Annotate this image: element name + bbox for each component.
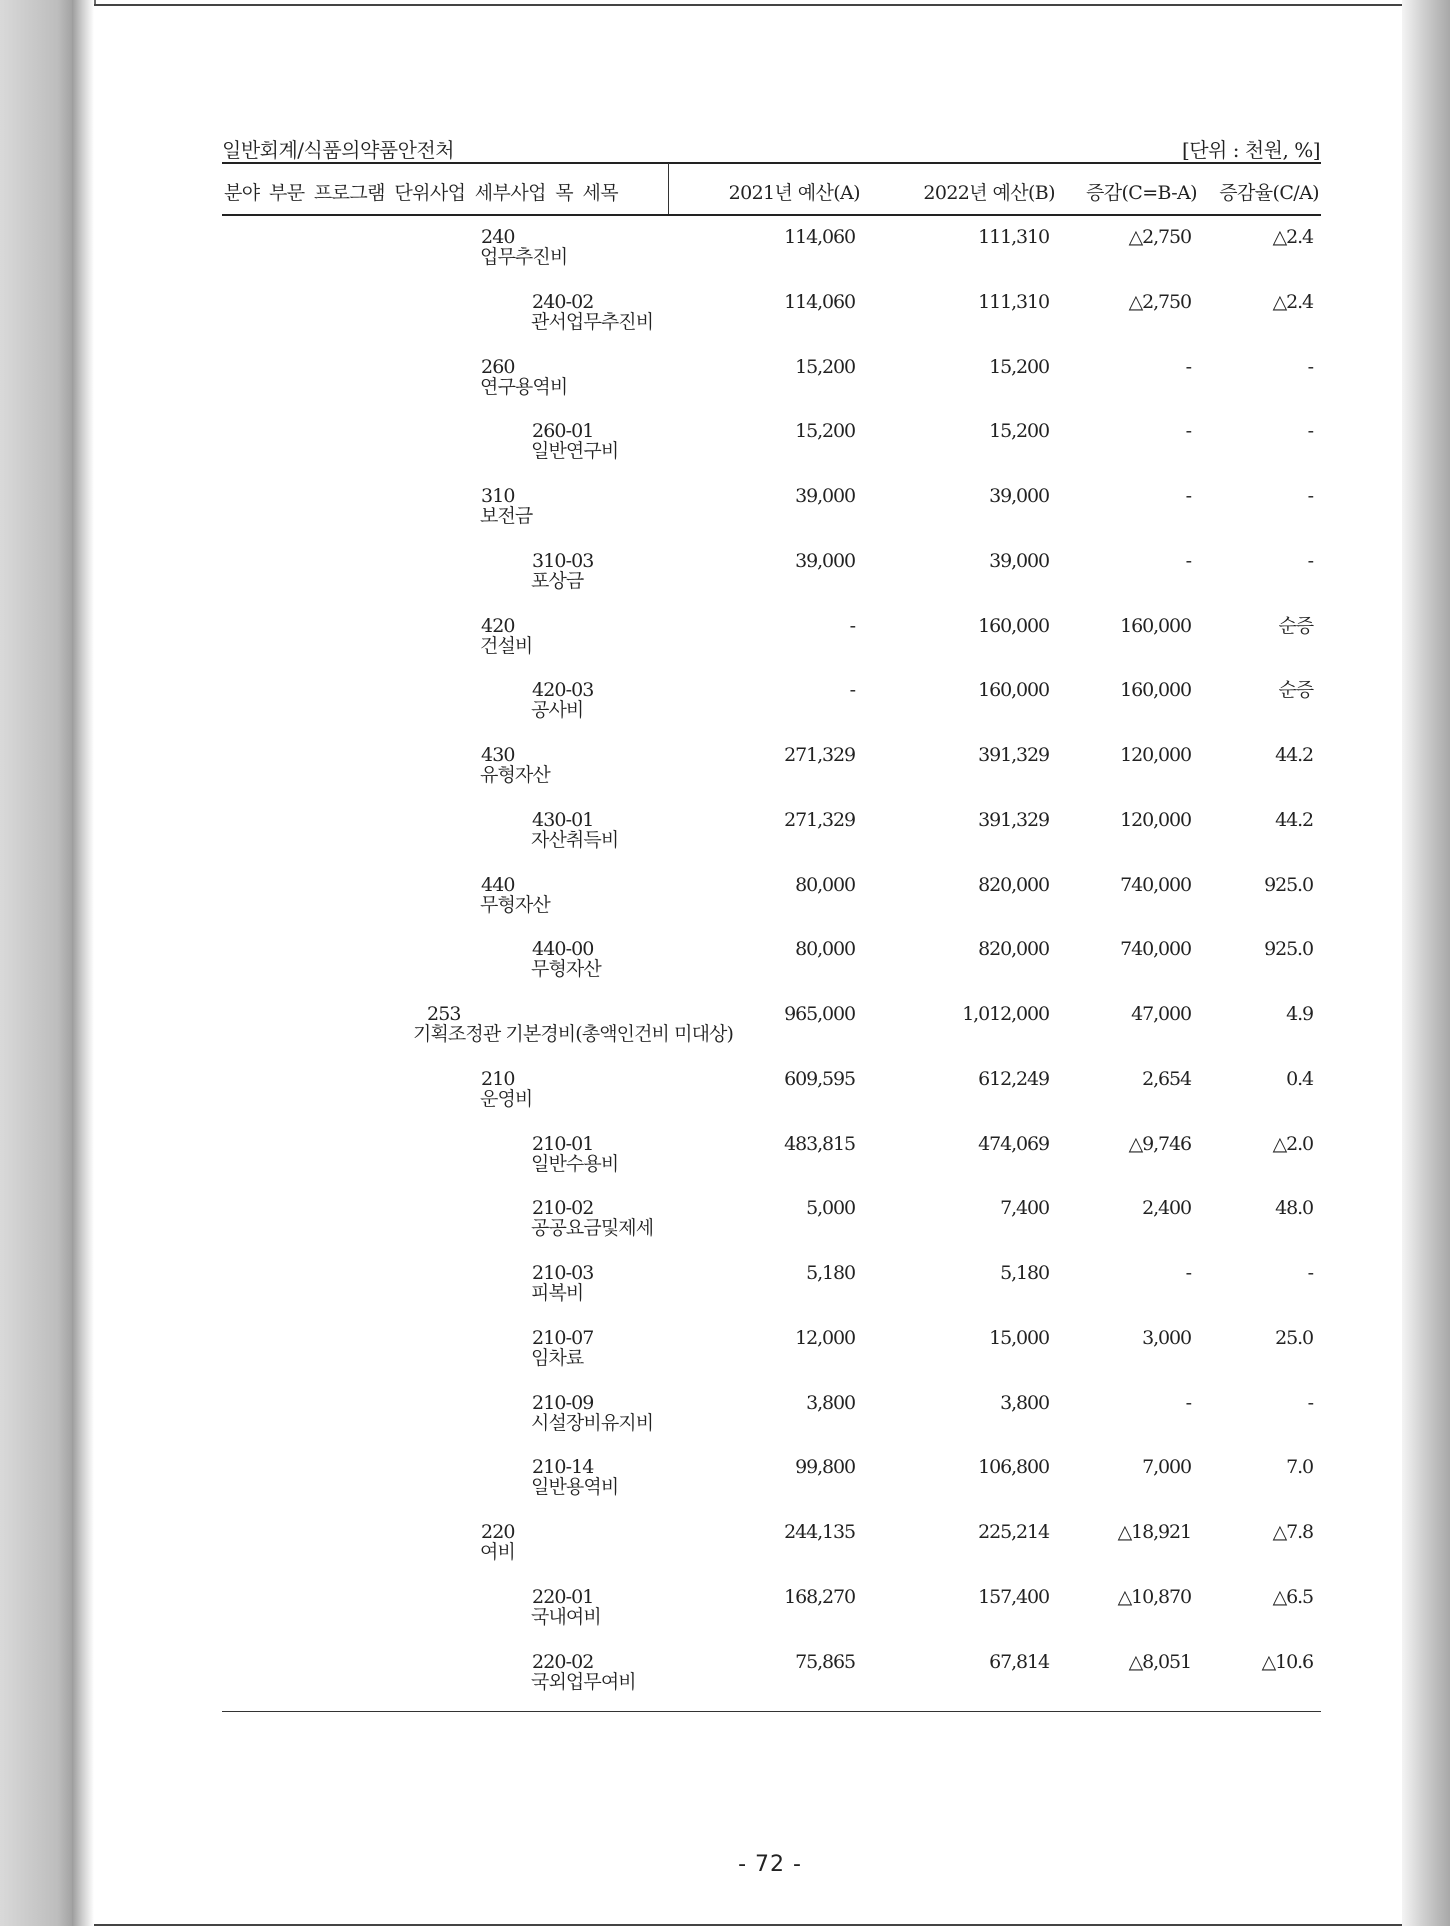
table-row bbox=[0, 810, 1450, 870]
cell-2021-budget: 75,865 bbox=[795, 1650, 855, 1673]
row-name: 일반연구비 bbox=[531, 440, 619, 463]
table-row bbox=[0, 1652, 1450, 1712]
cell-2022-budget: 39,000 bbox=[989, 549, 1049, 572]
cell-change: - bbox=[1185, 1391, 1191, 1414]
page-number: - 72 - bbox=[738, 1852, 802, 1877]
cell-2022-budget: 5,180 bbox=[1000, 1262, 1049, 1284]
row-code: 310 bbox=[481, 485, 515, 507]
row-code: 210-01 bbox=[532, 1132, 594, 1155]
cell-change: △18,921 bbox=[1117, 1521, 1191, 1543]
cell-2022-budget: 612,249 bbox=[978, 1067, 1049, 1090]
cell-change: 740,000 bbox=[1120, 873, 1191, 896]
cell-2021-budget: 114,060 bbox=[784, 226, 855, 248]
table-row bbox=[0, 227, 1450, 287]
table-header-rule bbox=[222, 214, 1321, 216]
row-code: 440-00 bbox=[532, 938, 594, 961]
cell-change: △9,746 bbox=[1128, 1132, 1191, 1155]
row-code: 220-02 bbox=[532, 1650, 594, 1673]
cell-change-rate: △2.4 bbox=[1272, 226, 1313, 248]
row-code: 220-01 bbox=[532, 1585, 594, 1608]
table-row bbox=[0, 1134, 1450, 1194]
cell-2021-budget: 114,060 bbox=[784, 290, 855, 313]
cell-2021-budget: 39,000 bbox=[795, 549, 855, 572]
table-row bbox=[0, 1328, 1450, 1388]
row-name: 건설비 bbox=[480, 634, 533, 657]
cell-2022-budget: 820,000 bbox=[978, 873, 1049, 896]
table-row bbox=[0, 421, 1450, 481]
cell-2021-budget: 80,000 bbox=[795, 938, 855, 961]
row-name: 일반수용비 bbox=[531, 1152, 619, 1175]
cell-change-rate: 48.0 bbox=[1275, 1197, 1313, 1220]
cell-2022-budget: 15,200 bbox=[989, 355, 1049, 378]
row-name: 공공요금및제세 bbox=[531, 1217, 654, 1240]
row-name: 포상금 bbox=[531, 569, 584, 592]
cell-2022-budget: 1,012,000 bbox=[962, 1003, 1049, 1025]
cell-2021-budget: 244,135 bbox=[784, 1521, 855, 1543]
table-row bbox=[0, 1393, 1450, 1453]
cell-2021-budget: - bbox=[849, 614, 855, 637]
row-name: 연구용역비 bbox=[480, 375, 568, 398]
table-row bbox=[0, 745, 1450, 805]
row-name: 업무추진비 bbox=[480, 246, 568, 268]
row-name: 유형자산 bbox=[480, 764, 550, 786]
table-row bbox=[0, 1004, 1450, 1064]
row-name: 자산취득비 bbox=[531, 828, 619, 851]
cell-change: - bbox=[1185, 549, 1191, 572]
cell-change-rate: 925.0 bbox=[1264, 873, 1313, 896]
cell-2022-budget: 820,000 bbox=[978, 938, 1049, 961]
row-name: 보전금 bbox=[480, 505, 533, 527]
table-row bbox=[0, 875, 1450, 935]
cell-2022-budget: 225,214 bbox=[978, 1521, 1049, 1543]
table-row bbox=[0, 1587, 1450, 1647]
row-name: 관서업무추진비 bbox=[531, 310, 654, 333]
table-row bbox=[0, 1522, 1450, 1582]
cell-change: 160,000 bbox=[1120, 679, 1191, 702]
row-name: 피복비 bbox=[531, 1282, 584, 1304]
cell-2022-budget: 391,329 bbox=[978, 744, 1049, 766]
cell-change: - bbox=[1185, 485, 1191, 507]
cell-change-rate: 4.9 bbox=[1286, 1003, 1313, 1025]
cell-change: 120,000 bbox=[1120, 744, 1191, 766]
cell-change: 120,000 bbox=[1120, 808, 1191, 831]
cell-change-rate: △2.4 bbox=[1272, 290, 1313, 313]
row-code: 420-03 bbox=[532, 679, 594, 702]
table-row bbox=[0, 357, 1450, 417]
cell-2022-budget: 160,000 bbox=[978, 679, 1049, 702]
cell-change: △2,750 bbox=[1128, 226, 1191, 248]
cell-change-rate: △10.6 bbox=[1261, 1650, 1313, 1673]
cell-change: △8,051 bbox=[1128, 1650, 1191, 1673]
row-code: 310-03 bbox=[532, 549, 594, 572]
cell-2021-budget: 271,329 bbox=[784, 808, 855, 831]
table-row bbox=[0, 292, 1450, 352]
cell-2022-budget: 391,329 bbox=[978, 808, 1049, 831]
cell-2021-budget: 3,800 bbox=[806, 1391, 855, 1414]
row-name: 무형자산 bbox=[531, 958, 601, 981]
column-header-change: 증감(C=B-A) bbox=[1085, 182, 1197, 204]
column-header-change-rate: 증감율(C/A) bbox=[1219, 182, 1319, 204]
unit-label: [단위 : 천원, %] bbox=[1181, 138, 1320, 162]
cell-2022-budget: 67,814 bbox=[989, 1650, 1049, 1673]
row-code: 210-02 bbox=[532, 1197, 594, 1220]
cell-change: 7,000 bbox=[1142, 1456, 1191, 1479]
cell-2021-budget: 99,800 bbox=[795, 1456, 855, 1479]
table-row bbox=[0, 939, 1450, 999]
cell-2021-budget: 15,200 bbox=[795, 420, 855, 443]
cell-change-rate: - bbox=[1307, 549, 1313, 572]
column-header-2021-budget: 2021년 예산(A) bbox=[728, 182, 860, 204]
cell-change: - bbox=[1185, 1262, 1191, 1284]
row-name: 기획조정관 기본경비(총액인건비 미대상) bbox=[413, 1023, 734, 1045]
row-name: 임차료 bbox=[531, 1346, 584, 1369]
cell-change-rate: - bbox=[1307, 1391, 1313, 1414]
cell-change: △2,750 bbox=[1128, 290, 1191, 313]
cell-2021-budget: 271,329 bbox=[784, 744, 855, 766]
cell-2021-budget: 15,200 bbox=[795, 355, 855, 378]
row-code: 260-01 bbox=[532, 420, 594, 443]
cell-change-rate: 순증 bbox=[1278, 679, 1313, 702]
row-code: 210-07 bbox=[532, 1326, 594, 1349]
table-row bbox=[0, 1263, 1450, 1323]
table-top-rule bbox=[222, 162, 1321, 164]
cell-change-rate: 25.0 bbox=[1275, 1326, 1313, 1349]
cell-2021-budget: 965,000 bbox=[784, 1003, 855, 1025]
cell-change-rate: - bbox=[1307, 1262, 1313, 1284]
row-code: 240 bbox=[481, 226, 515, 248]
cell-2022-budget: 39,000 bbox=[989, 485, 1049, 507]
cell-2022-budget: 106,800 bbox=[978, 1456, 1049, 1479]
cell-change: 47,000 bbox=[1131, 1003, 1191, 1025]
cell-2022-budget: 15,200 bbox=[989, 420, 1049, 443]
cell-2022-budget: 7,400 bbox=[1000, 1197, 1049, 1220]
cell-2022-budget: 157,400 bbox=[978, 1585, 1049, 1608]
table-row bbox=[0, 616, 1450, 676]
document-section-title: 일반회계/식품의약품안전처 bbox=[222, 138, 455, 162]
row-code: 430-01 bbox=[532, 808, 594, 831]
cell-2021-budget: - bbox=[849, 679, 855, 702]
cell-change-rate: △7.8 bbox=[1272, 1521, 1313, 1543]
row-code: 420 bbox=[481, 614, 515, 637]
table-row bbox=[0, 1069, 1450, 1129]
cell-2021-budget: 80,000 bbox=[795, 873, 855, 896]
row-name: 공사비 bbox=[531, 699, 584, 722]
cell-2021-budget: 5,180 bbox=[806, 1262, 855, 1284]
row-code: 253 bbox=[427, 1003, 461, 1025]
cell-change: - bbox=[1185, 355, 1191, 378]
cell-change: 2,400 bbox=[1142, 1197, 1191, 1220]
cell-2022-budget: 3,800 bbox=[1000, 1391, 1049, 1414]
table-row bbox=[0, 1457, 1450, 1517]
cell-2021-budget: 168,270 bbox=[784, 1585, 855, 1608]
cell-2022-budget: 111,310 bbox=[978, 226, 1049, 248]
cell-2021-budget: 5,000 bbox=[806, 1197, 855, 1220]
row-code: 220 bbox=[481, 1521, 515, 1543]
cell-change-rate: △2.0 bbox=[1272, 1132, 1313, 1155]
column-header-classification: 분야 부문 프로그램 단위사업 세부사업 목 세목 bbox=[224, 182, 618, 204]
row-code: 430 bbox=[481, 744, 515, 766]
table-row bbox=[0, 1198, 1450, 1258]
cell-change-rate: - bbox=[1307, 485, 1313, 507]
row-code: 210-09 bbox=[532, 1391, 594, 1414]
cell-2022-budget: 15,000 bbox=[989, 1326, 1049, 1349]
cell-change: 2,654 bbox=[1142, 1067, 1191, 1090]
table-bottom-rule bbox=[222, 1711, 1321, 1712]
cell-2022-budget: 160,000 bbox=[978, 614, 1049, 637]
row-code: 240-02 bbox=[532, 290, 594, 313]
cell-change-rate: 925.0 bbox=[1264, 938, 1313, 961]
cell-2022-budget: 111,310 bbox=[978, 290, 1049, 313]
cell-change: - bbox=[1185, 420, 1191, 443]
row-code: 440 bbox=[481, 873, 515, 896]
table-row bbox=[0, 680, 1450, 740]
header-column-divider bbox=[668, 163, 669, 214]
cell-2021-budget: 39,000 bbox=[795, 485, 855, 507]
row-code: 260 bbox=[481, 355, 515, 378]
cell-2021-budget: 609,595 bbox=[784, 1067, 855, 1090]
cell-change-rate: 7.0 bbox=[1286, 1456, 1313, 1479]
cell-2021-budget: 12,000 bbox=[795, 1326, 855, 1349]
row-name: 여비 bbox=[480, 1541, 515, 1563]
cell-change-rate: - bbox=[1307, 420, 1313, 443]
cell-2022-budget: 474,069 bbox=[978, 1132, 1049, 1155]
column-header-2022-budget: 2022년 예산(B) bbox=[923, 182, 1055, 204]
row-code: 210 bbox=[481, 1067, 515, 1090]
table-row bbox=[0, 486, 1450, 546]
cell-change-rate: 44.2 bbox=[1275, 744, 1313, 766]
cell-change-rate: 44.2 bbox=[1275, 808, 1313, 831]
cell-change: 3,000 bbox=[1142, 1326, 1191, 1349]
cell-change-rate: 0.4 bbox=[1286, 1067, 1313, 1090]
row-name: 운영비 bbox=[480, 1087, 533, 1110]
cell-change: 740,000 bbox=[1120, 938, 1191, 961]
row-code: 210-03 bbox=[532, 1262, 594, 1284]
cell-change-rate: 순증 bbox=[1278, 614, 1313, 637]
table-row bbox=[0, 551, 1450, 611]
cell-change-rate: △6.5 bbox=[1272, 1585, 1313, 1608]
row-name: 시설장비유지비 bbox=[531, 1411, 654, 1434]
row-code: 210-14 bbox=[532, 1456, 594, 1479]
row-name: 국내여비 bbox=[531, 1605, 601, 1628]
row-name: 국외업무여비 bbox=[531, 1670, 636, 1693]
cell-2021-budget: 483,815 bbox=[784, 1132, 855, 1155]
row-name: 무형자산 bbox=[480, 893, 550, 916]
row-name: 일반용역비 bbox=[531, 1476, 619, 1499]
cell-change: 160,000 bbox=[1120, 614, 1191, 637]
cell-change-rate: - bbox=[1307, 355, 1313, 378]
cell-change: △10,870 bbox=[1117, 1585, 1191, 1608]
